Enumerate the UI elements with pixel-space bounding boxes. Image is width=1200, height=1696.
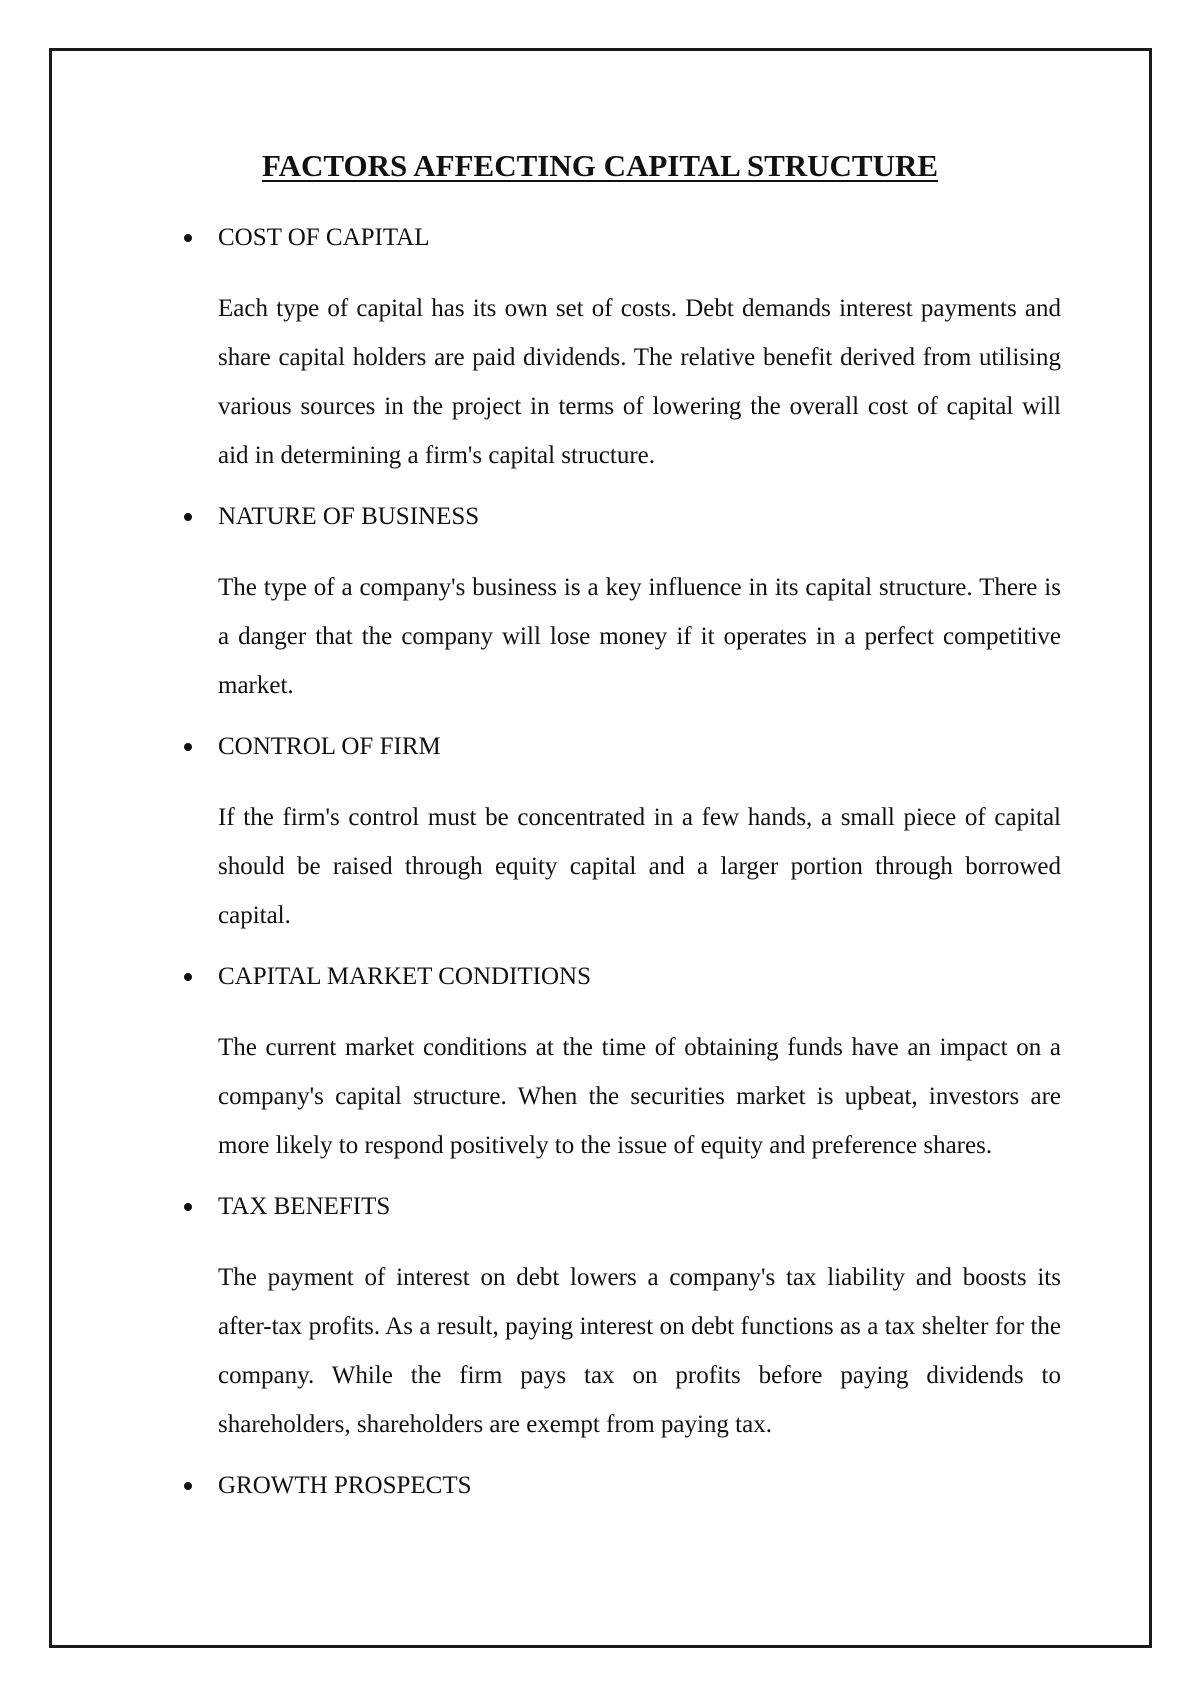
section-growth-prospects	[0, 1466, 1200, 1506]
bullet-item	[0, 1466, 1200, 1506]
section-paragraph: The payment of interest on debt lowers a company's tax liability and boosts its after-tax profits. As a result, paying interest on debt functions as a tax shelter for the company. While the firm pays tax on profits before paying dividends to shareholders, shareholders are exempt from paying tax.	[218, 1264, 1061, 1438]
section-heading: GROWTH PROSPECTS	[218, 1472, 472, 1499]
section-paragraph: The current market conditions at the time of obtaining funds have an impact on a company's capital structure. When the securities market is upbeat, investors are more likely to respond positively to the issue of equity and preference shares.	[218, 1034, 1061, 1159]
bullet-item	[0, 957, 1200, 997]
section-paragraph: If the firm's control must be concentrated in a few hands, a small piece of capital should be raised through equity capital and a larger portion through borrowed capital.	[218, 804, 1061, 929]
section-heading: NATURE OF BUSINESS	[218, 503, 480, 530]
bullet-item	[0, 1187, 1200, 1227]
section-capital-market-conditions	[0, 957, 1200, 1170]
bullet-icon	[184, 1482, 192, 1490]
section-cost-of-capital	[0, 218, 1200, 480]
bullet-icon	[184, 234, 192, 242]
page-title: FACTORS AFFECTING CAPITAL STRUCTURE	[261, 148, 939, 183]
bullet-item	[0, 727, 1200, 767]
bullet-item	[0, 497, 1200, 537]
section-tax-benefits	[0, 1187, 1200, 1449]
bullet-icon	[184, 513, 192, 521]
bullet-icon	[184, 973, 192, 981]
document-body	[0, 218, 1200, 1532]
section-control-of-firm	[0, 727, 1200, 940]
bullet-item	[0, 218, 1200, 258]
section-heading: COST OF CAPITAL	[218, 224, 430, 251]
bullet-icon	[184, 743, 192, 751]
section-paragraph: The type of a company's business is a key influence in its capital structure. There is a danger that the company will lose money if it operates in a perfect competitive market.	[218, 574, 1061, 699]
section-heading: TAX BENEFITS	[218, 1193, 391, 1220]
section-nature-of-business	[0, 497, 1200, 710]
section-paragraph: Each type of capital has its own set of costs. Debt demands interest payments and share capital holders are paid dividends. The relative benefit derived from utilising various sources in the project in terms of lowering the overall cost of capital will aid in determining a firm's capital structure.	[218, 295, 1061, 469]
section-heading: CAPITAL MARKET CONDITIONS	[218, 963, 591, 990]
section-heading: CONTROL OF FIRM	[218, 733, 441, 760]
bullet-icon	[184, 1203, 192, 1211]
